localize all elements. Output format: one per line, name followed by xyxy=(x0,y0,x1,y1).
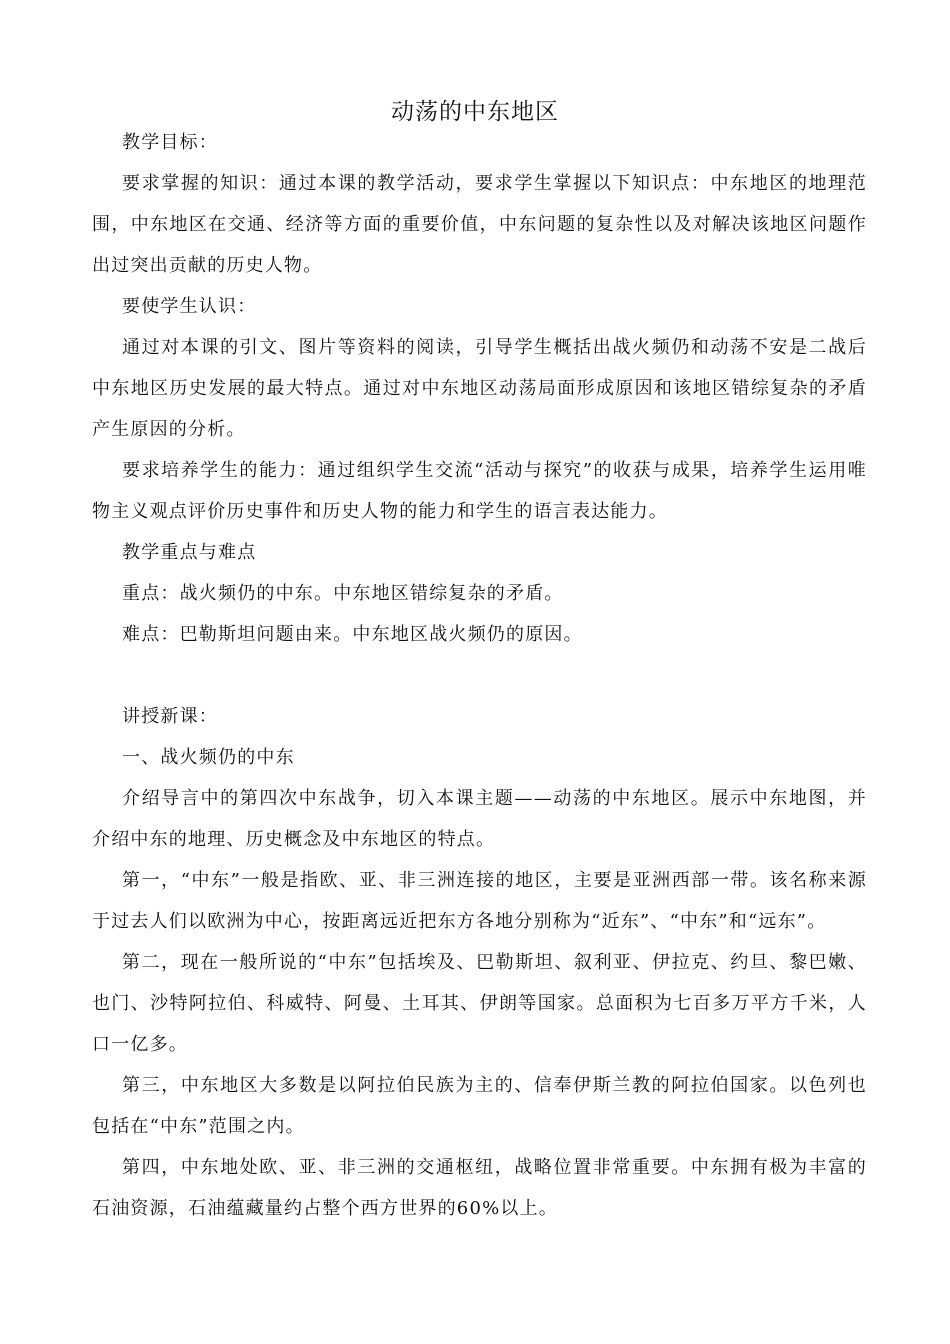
document-body xyxy=(92,122,867,1229)
paragraph-knowledge-requirements: 要求掌握的知识：通过本课的教学活动，要求学生掌握以下知识点：中东地区的地理范围，中东地区在交通、经济等方面的重要价值，中东问题的复杂性以及对解决该地区问题作出过突出贡献的历史人物。 xyxy=(92,173,867,276)
paragraph-understanding: 通过对本课的引文、图片等资料的阅读，引导学生概括出战火频仍和动荡不安是二战后中东地区历史发展的最大特点。通过对中东地区动荡局面形成原因和该地区错综复杂的矛盾产生原因的分析。 xyxy=(92,337,867,440)
paragraph-second-point: 第二，现在一般所说的“中东”包括埃及、巴勒斯坦、叙利亚、伊拉克、约旦、黎巴嫩、也门、沙特阿拉伯、科威特、阿曼、土耳其、伊朗等国家。总面积为七百多万平方千米，人口一亿多。 xyxy=(92,952,867,1055)
paragraph-third-point: 第三，中东地区大多数是以阿拉伯民族为主的、信奉伊斯兰教的阿拉伯国家。以色列也包括在“中东”范围之内。 xyxy=(92,1075,867,1137)
paragraph-first-point: 第一，“中东”一般是指欧、亚、非三洲连接的地区，主要是亚洲西部一带。该名称来源于过去人们以欧洲为中心，按距离远近把东方各地分别称为“近东”、“中东”和“远东”。 xyxy=(92,870,867,932)
document-title: 动荡的中东地区 xyxy=(391,99,559,125)
section-heading-part-one: 一、战火频仍的中东 xyxy=(122,747,295,768)
section-heading-teaching-goals: 教学目标： xyxy=(122,132,218,153)
section-heading-key-points: 教学重点与难点 xyxy=(122,542,257,563)
paragraph-spacer xyxy=(92,655,867,696)
section-heading-understanding: 要使学生认识： xyxy=(122,296,257,317)
paragraph-difficult-point: 难点：巴勒斯坦问题由来。中东地区战火频仍的原因。 xyxy=(122,624,583,645)
paragraph-fourth-point: 第四，中东地处欧、亚、非三洲的交通枢纽，战略位置非常重要。中东拥有极为丰富的石油资源，石油蕴藏量约占整个西方世界的60%以上。 xyxy=(92,1157,867,1219)
paragraph-introduction: 介绍导言中的第四次中东战争，切入本课主题——动荡的中东地区。展示中东地图，并介绍中东的地理、历史概念及中东地区的特点。 xyxy=(92,788,867,850)
paragraph-key-point: 重点：战火频仍的中东。中东地区错综复杂的矛盾。 xyxy=(122,583,564,604)
section-heading-new-lesson: 讲授新课： xyxy=(122,706,218,727)
paragraph-abilities: 要求培养学生的能力：通过组织学生交流“活动与探究”的收获与成果，培养学生运用唯物主义观点评价历史事件和历史人物的能力和学生的语言表达能力。 xyxy=(92,460,867,522)
